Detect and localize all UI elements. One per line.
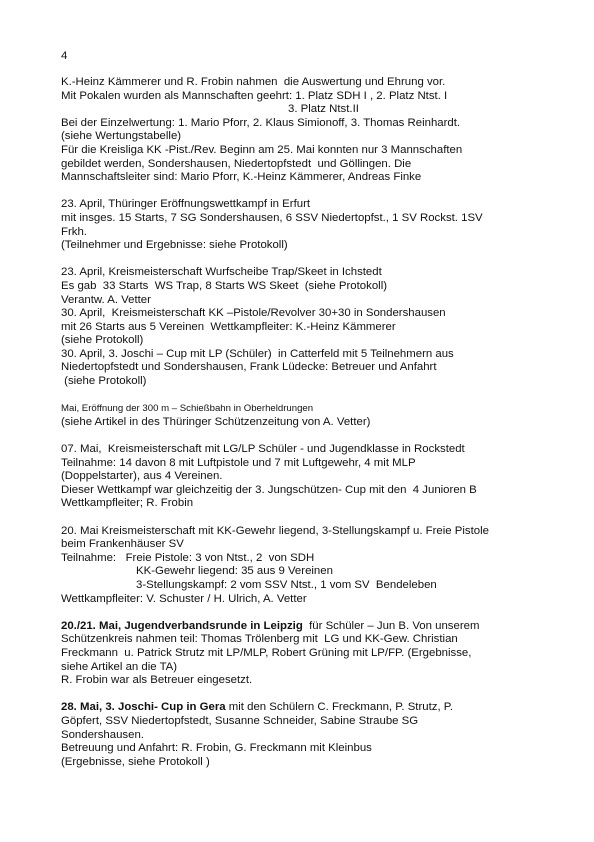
text-line: Es gab 33 Starts WS Trap, 8 Starts WS Skeet (siehe Protokoll): [61, 279, 388, 292]
text-line: Bei der Einzelwertung: 1. Mario Pforr, 2. Klaus Simionoff, 3. Thomas Reinhardt.: [61, 116, 461, 129]
text-line: Für die Kreisliga KK -Pist./Rev. Beginn am 25. Mai konnten nur 3 Mannschaften: [61, 143, 463, 156]
paragraph-frankenhausen: [61, 525, 561, 607]
text-line: Mannschaftsleiter sind: Mario Pforr, K.-Heinz Kämmerer, Andreas Finke: [61, 171, 422, 184]
text-line: siehe Artikel an die TA): [61, 660, 178, 673]
text-line: 3-Stellungskampf: 2 vom SSV Ntst., 1 vom SV Bendeleben: [136, 578, 437, 591]
text-line: Teilnahme: Freie Pistole: 3 von Ntst., 2 von SDH: [61, 551, 315, 564]
text-line: Mit Pokalen wurden als Mannschaften geehrt: 1. Platz SDH I , 2. Platz Ntst. I: [61, 89, 448, 102]
text-line: (siehe Protokoll): [61, 375, 147, 388]
paragraph-gera: [61, 701, 561, 769]
text-line: R. Frobin war als Betreuer eingesetzt.: [61, 674, 253, 687]
report-body: [61, 76, 561, 769]
text-line: Schützenkreis nahmen teil: Thomas Trölenberg mit LG und KK-Gew. Christian: [61, 633, 458, 646]
text-line: Dieser Wettkampf war gleichzeitig der 3. Jungschützen- Cup mit den 4 Junioren B: [61, 483, 477, 496]
text-run: mit den Schülern C. Freckmann, P. Strutz, P.: [225, 701, 454, 714]
text-run: für Schüler – Jun B. Von unserem: [302, 619, 480, 632]
text-line: 30. April, 3. Joschi – Cup mit LP (Schüler) in Catterfeld mit 5 Teilnehmern aus: [61, 347, 454, 360]
text-line: Teilnahme: 14 davon 8 mit Luftpistole und 7 mit Luftgewehr, 4 mit MLP: [61, 456, 416, 469]
text-line: mit 26 Starts aus 5 Vereinen Wettkampfleiter: K.-Heinz Kämmerer: [61, 320, 396, 333]
event-heading: 28. Mai, 3. Joschi- Cup in Gera: [61, 701, 226, 714]
paragraph-leipzig: [61, 620, 561, 688]
text-line: 20. Mai Kreismeisterschaft mit KK-Gewehr liegend, 3-Stellungskampf u. Freie Pistole: [61, 524, 489, 537]
text-line: (Teilnehmer und Ergebnisse: siehe Protokoll): [61, 239, 288, 252]
paragraph-rockstedt: [61, 443, 561, 511]
paragraph-gap: [61, 606, 561, 620]
text-line: KK-Gewehr liegend: 35 aus 9 Vereinen: [136, 565, 333, 578]
text-line: K.-Heinz Kämmerer und R. Frobin nahmen die Auswertung und Ehrung vor.: [61, 76, 446, 88]
page-number: 4: [61, 50, 68, 62]
paragraph-gap: [61, 389, 561, 403]
text-line: (siehe Artikel in des Thüringer Schützenzeitung von A. Vetter): [61, 415, 371, 428]
text-line: mit insges. 15 Starts, 7 SG Sondershausen, 6 SSV Niedertopfst., 1 SV Rockst. 1SV: [61, 211, 483, 224]
text-line: Mai, Eröffnung der 300 m – Schießbahn in Oberheldrungen: [61, 403, 314, 415]
text-line: beim Frankenhäuser SV: [61, 538, 184, 551]
paragraph-evaluation: [61, 76, 561, 185]
text-line: Betreuung und Anfahrt: R. Frobin, G. Freckmann mit Kleinbus: [61, 742, 372, 755]
paragraph-gap: [61, 429, 561, 443]
paragraph-gap: [61, 511, 561, 525]
text-line: Verantw. A. Vetter: [61, 293, 151, 306]
paragraph-april-events: [61, 266, 561, 388]
text-line: (Ergebnisse, siehe Protokoll ): [61, 755, 210, 768]
paragraph-erfurt: [61, 198, 561, 252]
text-line: (siehe Wertungstabelle): [61, 130, 182, 143]
paragraph-gap: [61, 185, 561, 199]
text-line: Sondershausen.: [61, 728, 144, 741]
paragraph-300m-opening: [61, 402, 561, 429]
text-line: [61, 701, 561, 715]
text-line: [61, 620, 561, 634]
text-line: 30. April, Kreismeisterschaft KK –Pistole/Revolver 30+30 in Sondershausen: [61, 307, 446, 320]
text-line: Niedertopfstedt und Sondershausen, Frank Lüdecke: Betreuer und Anfahrt: [61, 361, 437, 374]
text-line: 07. Mai, Kreismeisterschaft mit LG/LP Schüler - und Jugendklasse in Rockstedt: [61, 443, 465, 456]
text-line: Freckmann u. Patrick Strutz mit LP/MLP, Robert Grüning mit LP/FP. (Ergebnisse,: [61, 646, 472, 659]
event-heading: 20./21. Mai, Jugendverbandsrunde in Leipzig: [61, 619, 303, 632]
paragraph-gap: [61, 688, 561, 702]
text-line: Göpfert, SSV Niedertopfstedt, Susanne Schneider, Sabine Straube SG: [61, 714, 419, 727]
text-line: 23. April, Thüringer Eröffnungswettkampf in Erfurt: [61, 198, 311, 211]
text-line: Wettkampfleiter: V. Schuster / H. Ulrich, A. Vetter: [61, 592, 307, 605]
text-line: Frkh.: [61, 225, 87, 238]
paragraph-gap: [61, 253, 561, 267]
text-line: (Doppelstarter), aus 4 Vereinen.: [61, 470, 223, 483]
text-line: (siehe Protokoll): [61, 334, 144, 347]
text-line: gebildet werden, Sondershausen, Niedertopfstedt und Göllingen. Die: [61, 157, 412, 170]
text-line: 3. Platz Ntst.II: [288, 103, 359, 116]
text-line: 23. April, Kreismeisterschaft Wurfscheibe Trap/Skeet in Ichstedt: [61, 266, 382, 279]
text-line: Wettkampfleiter; R. Frobin: [61, 497, 194, 510]
